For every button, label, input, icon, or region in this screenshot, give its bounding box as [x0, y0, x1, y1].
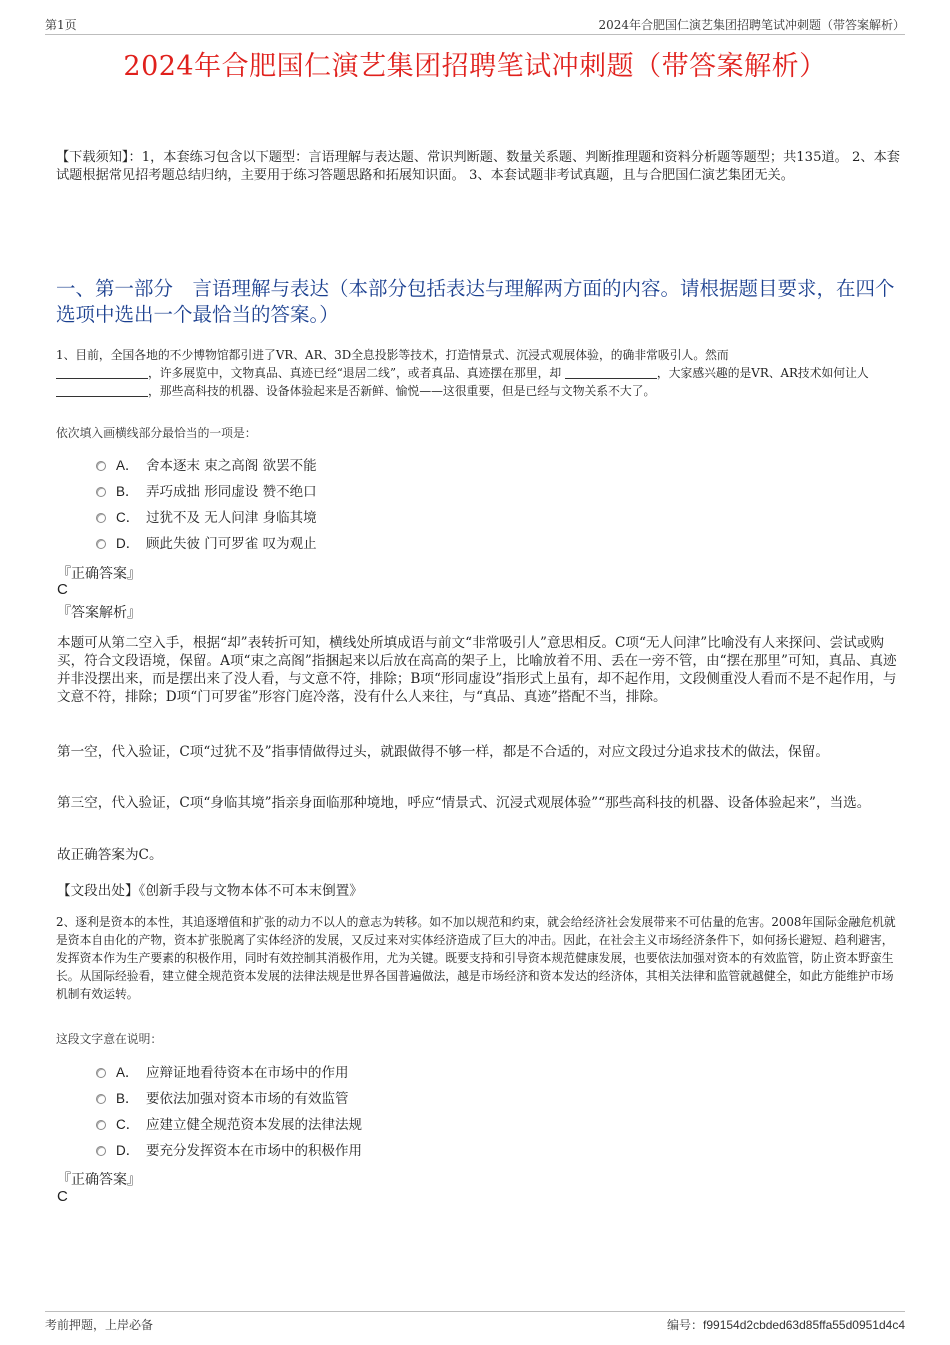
option-text: 弄巧成拙 形同虚设 赞不绝口	[146, 484, 317, 500]
page-number: 第1页	[45, 18, 77, 32]
option-c[interactable]	[96, 1112, 796, 1138]
option-text: 要充分发挥资本在市场中的积极作用	[146, 1143, 362, 1159]
option-a[interactable]	[96, 453, 796, 479]
answer-label: 『正确答案』	[57, 566, 141, 582]
footer-slogan: 考前押题，上岸必备	[45, 1318, 154, 1332]
option-letter: B．	[116, 1091, 139, 1106]
option-text: 应辩证地看待资本在市场中的作用	[146, 1065, 349, 1081]
radio-icon[interactable]	[96, 487, 106, 497]
fill-blank	[56, 384, 148, 397]
radio-icon[interactable]	[96, 513, 106, 523]
analysis-paragraph: 故正确答案为C。	[57, 847, 163, 863]
radio-icon[interactable]	[96, 1146, 106, 1156]
answer-value: C	[57, 1188, 68, 1205]
option-b[interactable]	[96, 1086, 796, 1112]
question-2-options	[96, 1060, 796, 1164]
option-d[interactable]	[96, 531, 796, 557]
option-text: 舍本逐末 束之高阁 欲罢不能	[146, 458, 317, 474]
page-footer	[45, 1311, 905, 1334]
answer-value: C	[57, 581, 68, 598]
option-letter: A．	[116, 1065, 139, 1080]
radio-icon[interactable]	[96, 1120, 106, 1130]
radio-icon[interactable]	[96, 1068, 106, 1078]
question-2-prompt: 这段文字意在说明：	[56, 1032, 163, 1046]
option-text: 顾此失彼 门可罗雀 叹为观止	[146, 536, 317, 552]
fill-blank	[565, 366, 657, 379]
option-c[interactable]	[96, 505, 796, 531]
answer-label: 『正确答案』	[57, 1172, 141, 1188]
footer-id-value: f99154d2cbded63d85ffa55d0951d4c4	[703, 1318, 905, 1332]
fill-blank	[56, 366, 148, 379]
radio-icon[interactable]	[96, 539, 106, 549]
option-text: 过犹不及 无人问津 身临其境	[146, 510, 317, 526]
radio-icon[interactable]	[96, 461, 106, 471]
footer-id-label: 编号：	[667, 1318, 704, 1332]
q1-text-part: ，那些高科技的机器、设备体验起来是否新鲜、愉悦——这很重要，但是已经与文物关系不大了。	[148, 384, 656, 398]
document-title: 2024年合肥国仁演艺集团招聘笔试冲刺题（带答案解析）	[123, 51, 827, 82]
question-1-text	[56, 346, 901, 400]
question-1-options	[96, 453, 796, 557]
option-letter: C．	[116, 510, 140, 525]
q1-text-part: ，大家感兴趣的是VR、AR技术如何让人	[656, 366, 869, 380]
download-notice: 【下载须知】：1，本套练习包含以下题型：言语理解与表达题、常识判断题、数量关系题、判断推理题和资料分析题等题型；共135道。 2、本套试题根据常见招考题总结归纳，主要用于练习答题思路和拓展知识面。 3、本套试题非考试真题，且与合肥国仁演艺集团无关。	[56, 150, 900, 183]
option-text: 要依法加强对资本市场的有效监管	[146, 1091, 349, 1107]
option-letter: A．	[116, 458, 139, 473]
option-text: 应建立健全规范资本发展的法律法规	[146, 1117, 362, 1133]
option-letter: B．	[116, 484, 139, 499]
radio-icon[interactable]	[96, 1094, 106, 1104]
source-citation: 【文段出处】《创新手段与文物本体不可本末倒置》	[57, 883, 363, 899]
analysis-paragraph: 第三空，代入验证，C项“身临其境”指亲身面临那种境地，呼应“情景式、沉浸式观展体验”“那些高科技的机器、设备体验起来”，当选。	[57, 795, 871, 811]
option-b[interactable]	[96, 479, 796, 505]
option-letter: C．	[116, 1117, 140, 1132]
q1-text-part: ，许多展览中，文物真品、真迹已经“退居二线”，或者真品、真迹摆在那里，却	[148, 366, 562, 380]
option-letter: D．	[116, 536, 140, 551]
option-a[interactable]	[96, 1060, 796, 1086]
option-d[interactable]	[96, 1138, 796, 1164]
question-1-prompt: 依次填入画横线部分最恰当的一项是：	[56, 426, 257, 440]
page-header	[45, 12, 905, 35]
question-2-text: 2、逐利是资本的本性，其追逐增值和扩张的动力不以人的意志为转移。如不加以规范和约束，就会给经济社会发展带来不可估量的危害。2008年国际金融危机就是资本自由化的产物，资本扩张脱离了实体经济的发展，又反过来对实体经济造成了巨大的冲击。因此，在社会主义市场经济条件下，如何扬长避短、趋利避害，发挥资本作为生产要素的积极作用，同时有效控制其消极作用，尤为关键。既要支持和引导资本规范健康发展，也要依法加强对资本的有效监管，防止资本野蛮生长。从国际经验看，建立健全规范资本发展的法律法规是世界各国普遍做法，越是市场经济和资本发达的经济体，其相关法律和监管就越健全，如此方能维护市场机制有效运转。	[56, 915, 896, 1001]
footer-id	[667, 1316, 905, 1333]
q1-text-part: 1、目前，全国各地的不少博物馆都引进了VR、AR、3D全息投影等技术，打造情景式、沉浸式观展体验，的确非常吸引人。然而	[56, 348, 729, 362]
header-doc-title: 2024年合肥国仁演艺集团招聘笔试冲刺题（带答案解析）	[598, 18, 905, 32]
option-letter: D．	[116, 1143, 140, 1158]
analysis-paragraph: 第一空，代入验证，C项“过犹不及”指事情做得过头，就跟做得不够一样，都是不合适的，对应文段过分追求技术的做法，保留。	[57, 744, 829, 760]
analysis-paragraph: 本题可从第二空入手，根据“却”表转折可知，横线处所填成语与前文“非常吸引人”意思相反。C项“无人问津”比喻没有人来探问、尝试或购买，符合文段语境，保留。A项“束之高阁”指捆起来以后放在高高的架子上，比喻放着不用、丢在一旁不管，由“摆在那里”可知，真品、真迹并非没摆出来，而是摆出来了没人看，与文意不符，排除；B项“形同虚设”指形式上虽有，却不起作用，文段侧重没人看而不是不起作用，与文意不符，排除；D项“门可罗雀”形容门庭冷落，没有什么人来往，与“真品、真迹”搭配不当，排除。	[57, 635, 897, 705]
section-heading: 一、第一部分 言语理解与表达（本部分包括表达与理解两方面的内容。请根据题目要求，在四个选项中选出一个最恰当的答案。）	[56, 277, 895, 326]
analysis-label: 『答案解析』	[57, 605, 141, 621]
